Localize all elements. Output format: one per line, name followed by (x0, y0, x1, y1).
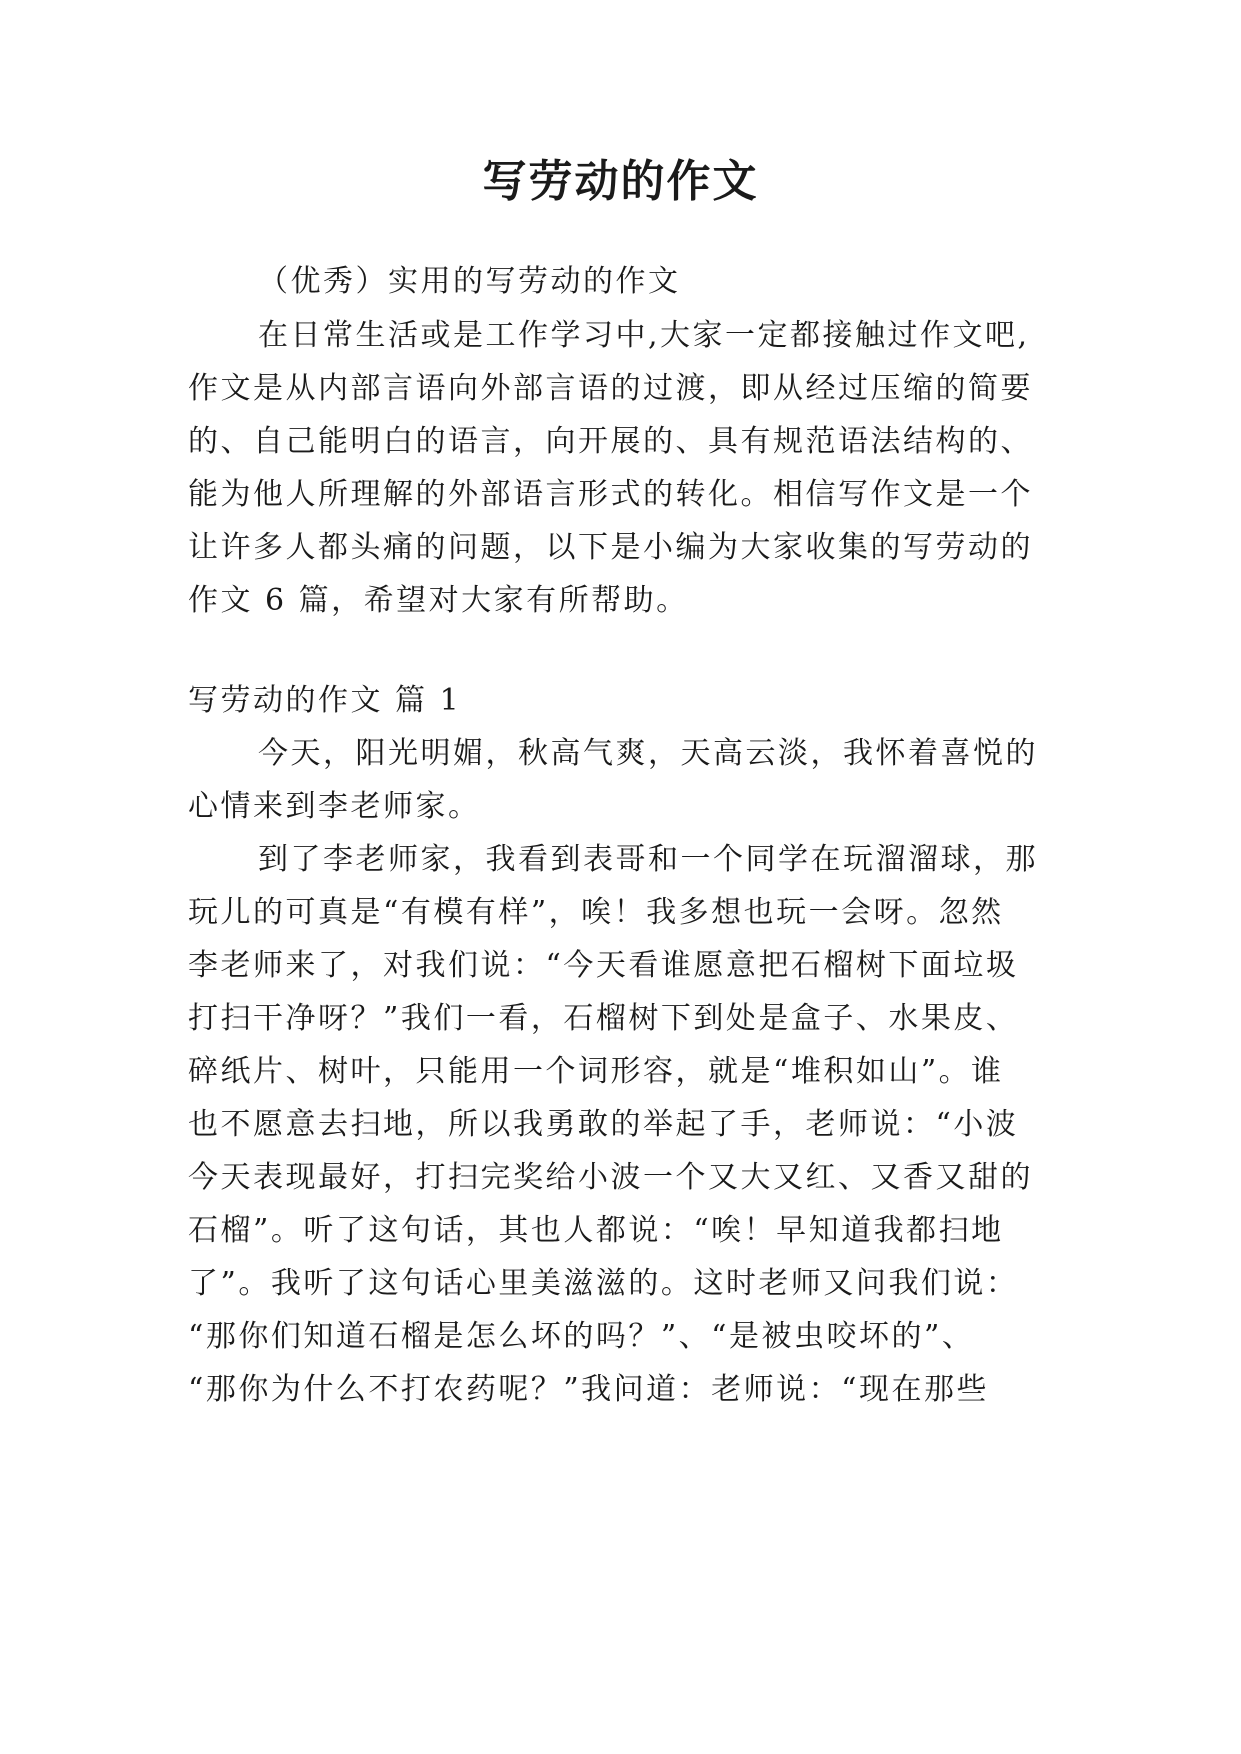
paragraph-line: “那你们知道石榴是怎么坏的吗？”、“是被虫咬坏的”、 (188, 1319, 975, 1354)
paragraph-line: 也不愿意去扫地，所以我勇敢的举起了手，老师说：“小波 (188, 1107, 1019, 1142)
paragraph-line: 打扫干净呀？”我们一看，石榴树下到处是盒子、水果皮、 (188, 1001, 1019, 1036)
paragraph-line: 今天，阳光明媚，秋高气爽，天高云淡，我怀着喜悦的 (258, 736, 1038, 771)
intro-line: 在日常生活或是工作学习中,大家一定都接触过作文吧, (258, 318, 1030, 353)
document-subtitle: （优秀）实用的写劳动的作文 (258, 264, 681, 299)
intro-line: 作文 6 篇，希望对大家有所帮助。 (188, 583, 689, 618)
intro-line: 作文是从内部言语向外部言语的过渡，即从经过压缩的简要 (188, 371, 1033, 406)
paragraph-line: 心情来到李老师家。 (188, 789, 481, 824)
section-heading: 写劳动的作文 篇 1 (188, 683, 462, 718)
document-title: 写劳动的作文 (482, 156, 759, 207)
paragraph-line: “那你为什么不打农药呢？”我问道：老师说：“现在那些 (188, 1372, 990, 1407)
intro-line: 的、自己能明白的语言，向开展的、具有规范语法结构的、 (188, 424, 1033, 459)
paragraph-line: 碎纸片、树叶，只能用一个词形容，就是“堆积如山”。谁 (188, 1054, 1004, 1089)
intro-line: 让许多人都头痛的问题，以下是小编为大家收集的写劳动的 (188, 530, 1033, 565)
paragraph-line: 了”。我听了这句话心里美滋滋的。这时老师又问我们说： (188, 1266, 1019, 1301)
paragraph-line: 石榴”。听了这句话，其也人都说：“唉！早知道我都扫地 (188, 1213, 1004, 1248)
paragraph-line: 李老师来了，对我们说：“今天看谁愿意把石榴树下面垃圾 (188, 948, 1019, 983)
paragraph-line: 到了李老师家，我看到表哥和一个同学在玩溜溜球，那 (258, 842, 1038, 877)
intro-line: 能为他人所理解的外部语言形式的转化。相信写作文是一个 (188, 477, 1033, 512)
paragraph-line: 玩儿的可真是“有模有样”，唉！我多想也玩一会呀。忽然 (188, 895, 1004, 930)
paragraph-line: 今天表现最好，打扫完奖给小波一个又大又红、又香又甜的 (188, 1160, 1033, 1195)
